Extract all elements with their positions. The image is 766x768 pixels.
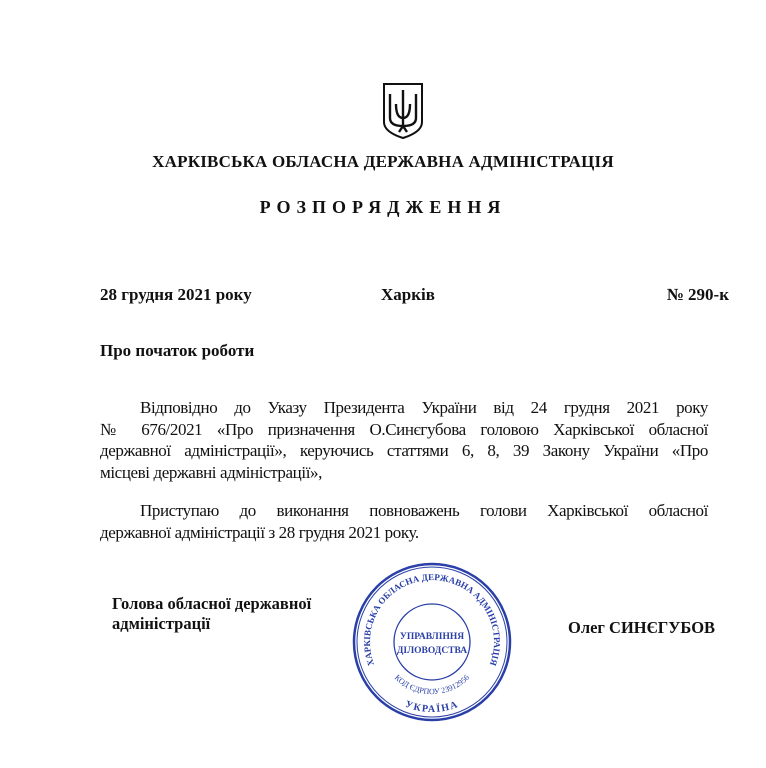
paragraph-line: Відповідно до Указу Президента України від 24 грудня 2021 року	[140, 398, 708, 417]
paragraph-1	[100, 397, 708, 483]
document-body	[100, 397, 708, 543]
document-type: РОЗПОРЯДЖЕННЯ	[259, 197, 507, 217]
paragraph-line: державної адміністрації», керуючись статтями 6, 8, 39 Закону України «Про	[100, 441, 708, 460]
svg-text:КОД ЄДРПОУ 23912956	[393, 673, 471, 696]
paragraph-line: місцеві державні адміністрації»,	[100, 462, 322, 482]
document-date: 28 грудня 2021 року	[100, 285, 252, 304]
position-line: адміністрації	[112, 614, 211, 633]
paragraph-line: Приступаю до виконання повноважень голови Харківської обласної	[140, 501, 708, 520]
document-city: Харків	[381, 285, 435, 304]
paragraph-line: державної адміністрації з 28 грудня 2021 року.	[100, 522, 419, 542]
paragraph-2	[100, 500, 708, 543]
position-line: Голова обласної державної	[112, 594, 312, 613]
official-stamp	[350, 562, 514, 727]
signatory-name: Олег СИНЄГУБОВ	[568, 618, 716, 637]
organization-name: ХАРКІВСЬКА ОБЛАСНА ДЕРЖАВНА АДМІНІСТРАЦІЯ	[152, 152, 614, 171]
stamp-bottom-text: УКРАЇНА	[403, 698, 461, 715]
signatory-position	[112, 594, 311, 634]
svg-text:УКРАЇНА	[404, 699, 461, 715]
document-subject: Про початок роботи	[100, 341, 255, 360]
stamp-outer-text: ХАРКІВСЬКА ОБЛАСНА ДЕРЖАВНА АДМІНІСТРАЦІЯ	[361, 572, 503, 668]
document-number: № 290-к	[666, 285, 729, 304]
coat-of-arms-trident-icon	[382, 82, 424, 145]
paragraph-line: № 676/2021 «Про призначення О.Синєгубова головою Харківської обласної	[100, 419, 708, 439]
stamp-center-line: ДІЛОВОДСТВА	[396, 646, 468, 656]
stamp-center-line: УПРАВЛІННЯ	[399, 632, 465, 642]
stamp-code-text: КОД ЄДРПОУ 23912956	[392, 672, 472, 697]
